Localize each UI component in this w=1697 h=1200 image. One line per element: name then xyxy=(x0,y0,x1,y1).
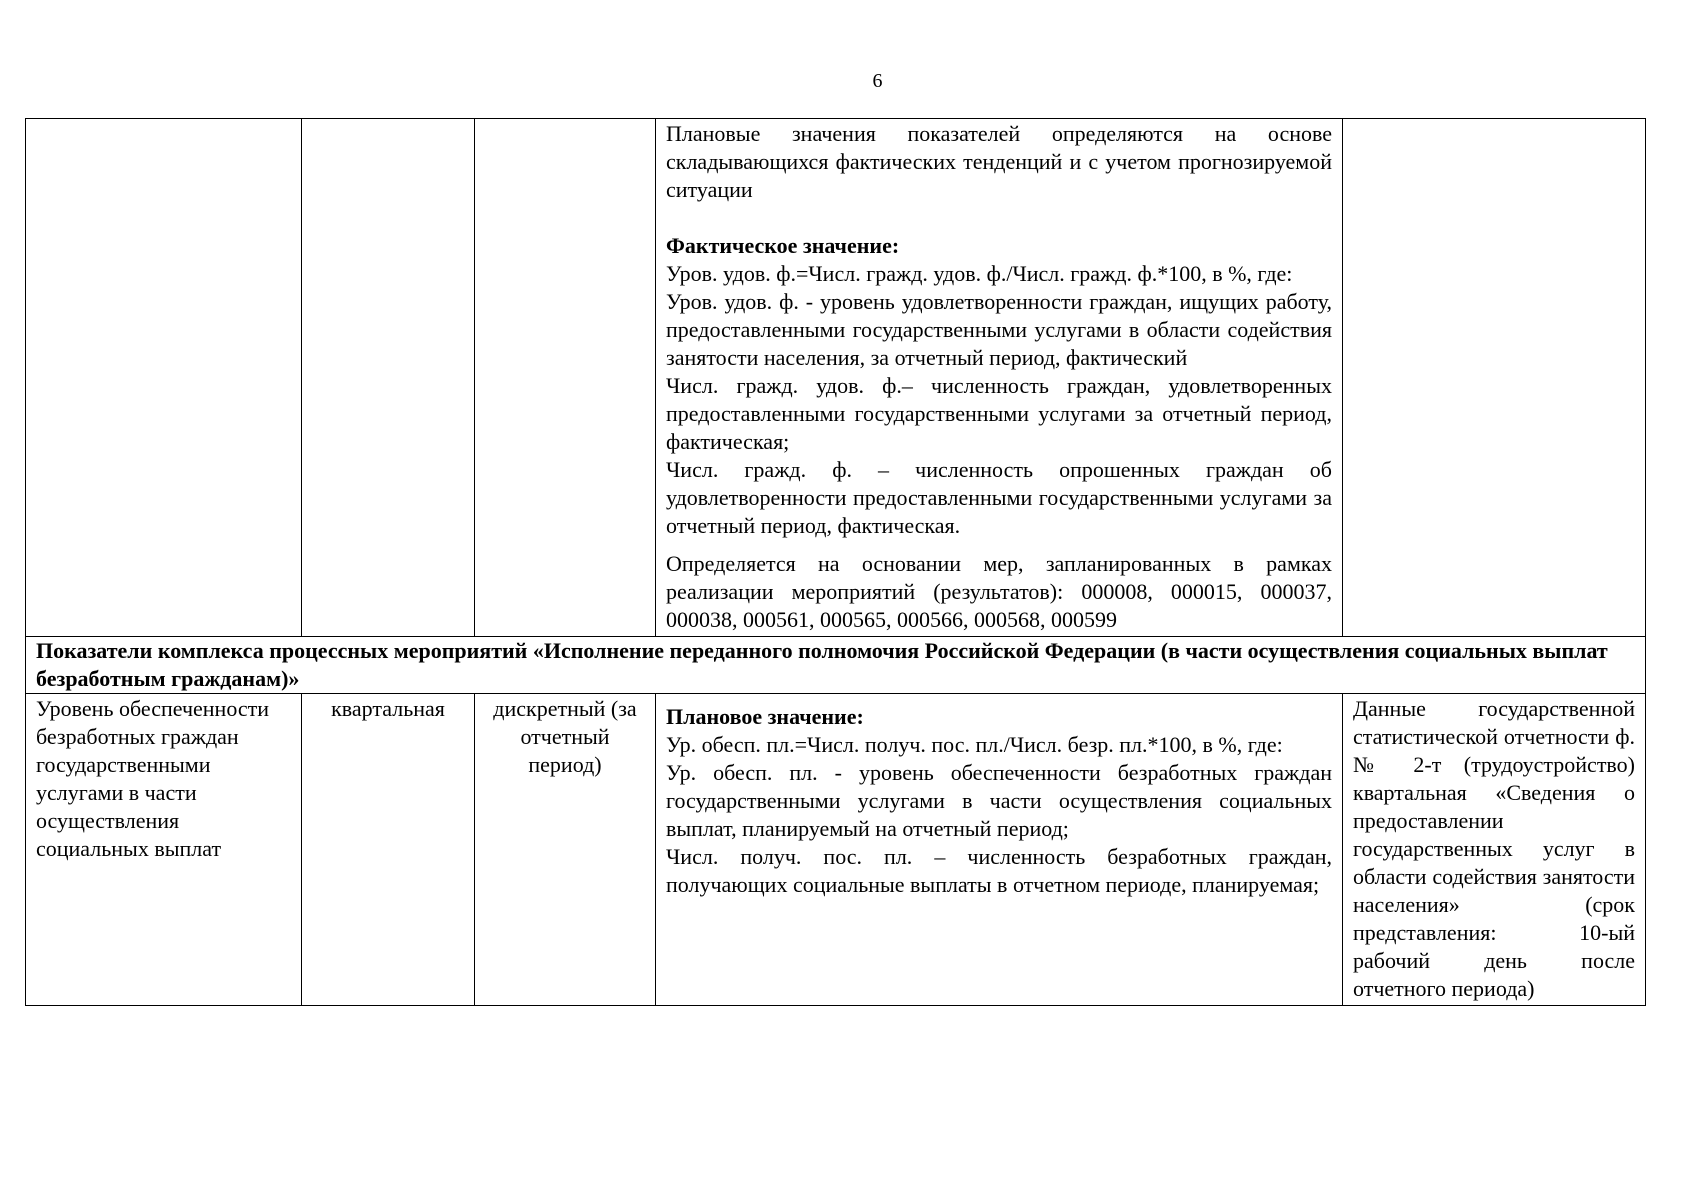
definition-text: Числ. получ. пос. пл. – численность безработных граждан, получающих социальные выплаты в отчетном периоде, планируемая; xyxy=(666,844,1332,897)
table-row-continuation xyxy=(26,119,1646,637)
definition-text: Числ. гражд. удов. ф.– численность граждан, удовлетворенных предоставленными государственными услугами за отчетный период, фактическая; xyxy=(666,373,1332,454)
cell-methodology xyxy=(656,119,1343,637)
cell-empty xyxy=(1343,119,1646,637)
cell-empty xyxy=(302,119,475,637)
cell-empty xyxy=(475,119,656,637)
table-row-indicator xyxy=(26,694,1646,1006)
cell-indicator-type: дискретный (за отчетный период) xyxy=(475,694,656,1006)
actual-heading: Фактическое значение: xyxy=(666,233,900,258)
cell-indicator-name: Уровень обеспеченности безработных граждан государственными услугами в части осуществления социальных выплат xyxy=(26,694,302,1006)
definition-text: Ур. обесп. пл. - уровень обеспеченности безработных граждан государственными услугами в части осуществления социальных выплат, планируемый на отчетный период; xyxy=(666,760,1332,841)
table-row-section xyxy=(26,637,1646,694)
actual-formula: Уров. удов. ф.=Числ. гражд. удов. ф./Числ. гражд. ф.*100, в %, где: xyxy=(666,261,1293,286)
determined-note: Определяется на основании мер, запланированных в рамках реализации мероприятий (результатов): 000008, 000015, 000037, 000038, 000561, 000565, 000566, 000568, 000599 xyxy=(666,551,1332,632)
cell-empty xyxy=(26,119,302,637)
planned-heading: Плановое значение: xyxy=(666,704,864,729)
section-header: Показатели комплекса процессных мероприятий «Исполнение переданного полномочия Российской Федерации (в части осуществления социальных выплат безработным гражданам)» xyxy=(26,637,1646,694)
planned-note: Плановые значения показателей определяются на основе складывающихся фактических тенденций и с учетом прогнозируемой ситуации xyxy=(666,121,1332,202)
definition-text: Уров. удов. ф. - уровень удовлетворенности граждан, ищущих работу, предоставленными государственными услугами в области содействия занятости населения, за отчетный период, фактический xyxy=(666,289,1332,370)
indicators-table xyxy=(25,118,1646,1006)
planned-formula: Ур. обесп. пл.=Числ. получ. пос. пл./Числ. безр. пл.*100, в %, где: xyxy=(666,732,1283,757)
definition-text: Числ. гражд. ф. – численность опрошенных граждан об удовлетворенности предоставленными государственными услугами за отчетный период, фактическая. xyxy=(666,457,1332,538)
page-number: 6 xyxy=(872,70,883,92)
cell-periodicity: квартальная xyxy=(302,694,475,1006)
cell-methodology xyxy=(656,694,1343,1006)
cell-data-source: Данные государственной статистической отчетности ф. № 2-т (трудоустройство) квартальная «Сведения о предоставлении государственных услуг в области содействия занятости населения» (срок представления: 10-ый рабочий день после отчетного периода) xyxy=(1343,694,1646,1006)
